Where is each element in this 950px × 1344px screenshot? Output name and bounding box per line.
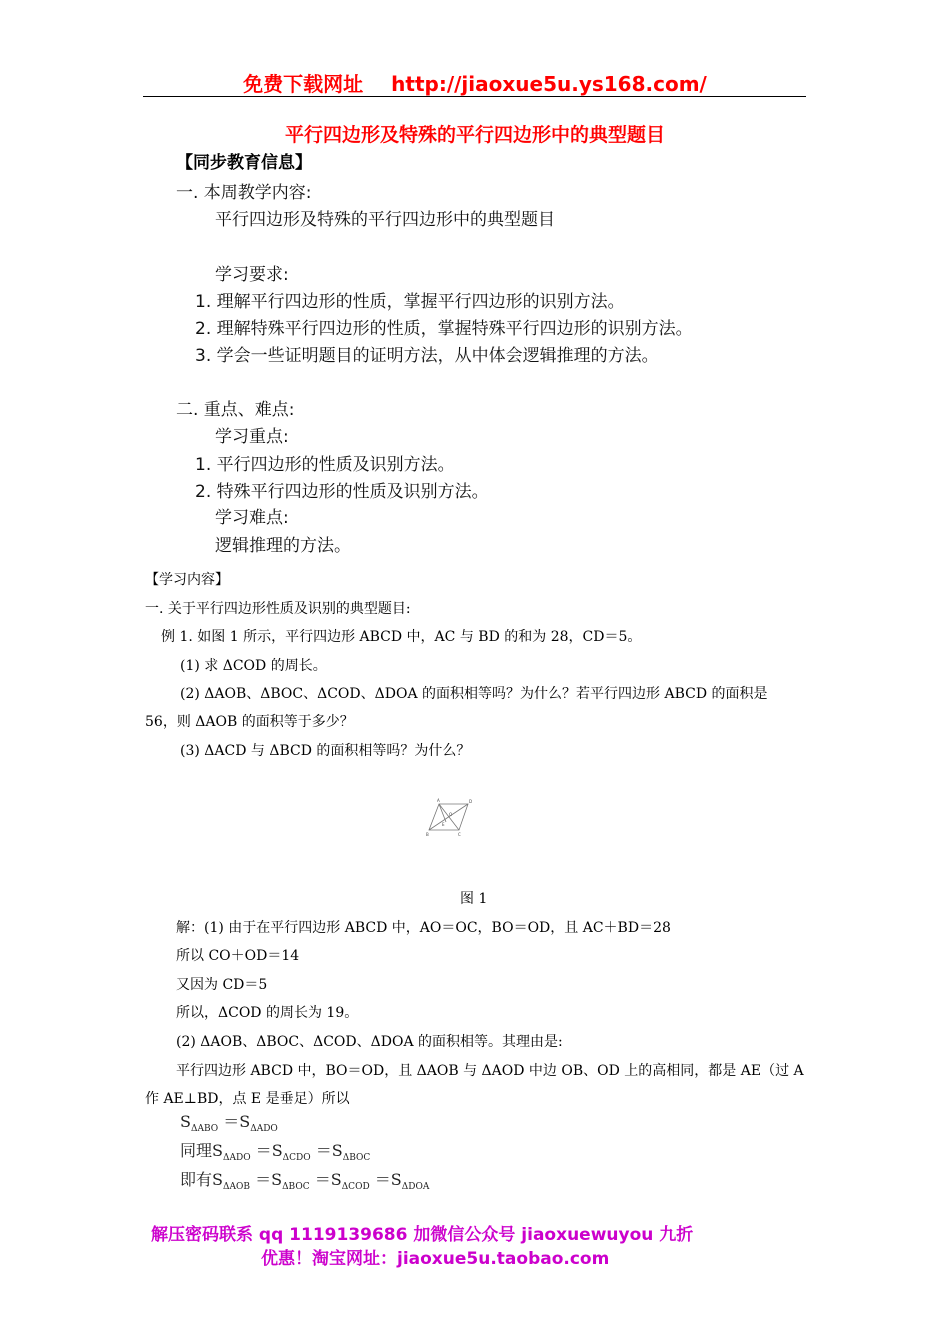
point-label-e: E [442,822,445,827]
vertex-label-b: B [426,832,429,837]
requirements-heading: 学习要求: [215,265,289,285]
header-url-link[interactable]: http://jiaoxue5u.ys168.com/ [391,72,707,96]
section2-heading: 二. 重点、难点: [176,400,295,420]
key-point-item: 2. 特殊平行四边形的性质及识别方法。 [195,482,489,502]
example1-question-3: (3) ΔACD 与 ΔBCD 的面积相等吗？为什么？ [180,743,471,759]
solution-line: 所以，ΔCOD 的周长为 19。 [176,1005,359,1021]
solution-line: 作 AE⊥BD，点 E 是垂足）所以 [145,1091,350,1107]
solution-line: 解：(1) 由于在平行四边形 ABCD 中，AO＝OC，BO＝OD，且 AC＋BD＝28 [176,920,671,936]
key-point-item: 1. 平行四边形的性质及识别方法。 [195,455,455,475]
point-label-o: O [449,812,453,817]
solution-line: 所以 CO＋OD＝14 [176,948,300,964]
area-formula-2: 同理$S_{\Delta ADO} =S_{\Delta CDO} =S_{\Delta BOC}$ [180,1141,371,1164]
figure1-parallelogram [420,796,476,840]
section1-heading: 一. 本周教学内容: [176,183,312,203]
area-formula-1: $S_{\Delta ABO} =S_{\Delta ADO}$ [180,1112,278,1135]
header-label: 免费下载网址 [243,72,364,96]
section1-topic: 平行四边形及特殊的平行四边形中的典型题目 [215,210,555,230]
vertex-label-a: A [437,798,440,803]
content-subheading: 一. 关于平行四边形性质及识别的典型题目: [145,601,411,617]
footer-line-1: 解压密码联系 qq 1119139686 加微信公众号 jiaoxuewuyou 九折 [151,1225,694,1245]
content-heading: 【学习内容】 [145,572,229,588]
page-header [0,68,950,97]
example1-question-2: (2) ΔAOB、ΔBOC、ΔCOD、ΔDOA 的面积相等吗？为什么？若平行四边形 ABCD 的面积是 [180,686,768,702]
requirement-item: 3. 学会一些证明题目的证明方法，从中体会逻辑推理的方法。 [195,346,659,366]
requirement-item: 1. 理解平行四边形的性质，掌握平行四边形的识别方法。 [195,292,625,312]
area-formula-3: 即有$S_{\Delta AOB} =S_{\Delta BOC} =S_{\Delta COD} =S_{\Delta DOA}$ [180,1170,430,1193]
solution-line: 平行四边形 ABCD 中，BO＝OD，且 ΔAOB 与 ΔAOD 中边 OB、OD 上的高相同，都是 AE（过 A [176,1063,804,1079]
footer-line-2: 优惠！淘宝网址：jiaoxue5u.taobao.com [261,1249,610,1269]
header-divider [143,96,806,97]
difficulty-heading: 学习难点: [215,508,289,528]
example1-question-2-cont: 56，则 ΔAOB 的面积等于多少？ [145,714,354,730]
solution-line: 又因为 CD＝5 [176,977,268,993]
solution-line: (2) ΔAOB、ΔBOC、ΔCOD、ΔDOA 的面积相等。其理由是: [176,1034,563,1050]
altitude-ae [439,804,446,822]
vertex-label-c: C [458,832,461,837]
key-points-heading: 学习重点: [215,427,289,447]
vertex-label-d: D [469,799,473,804]
example1-statement: 例 1. 如图 1 所示，平行四边形 ABCD 中，AC 与 BD 的和为 28，CD＝5。 [161,629,642,645]
figure1-caption: 图 1 [460,891,488,907]
diagonal-bd [429,804,468,830]
difficulty-text: 逻辑推理的方法。 [215,536,351,556]
example1-question-1: (1) 求 ΔCOD 的周长。 [180,658,327,674]
sync-info-heading: 【同步教育信息】 [176,153,312,173]
requirement-item: 2. 理解特殊平行四边形的性质，掌握特殊平行四边形的识别方法。 [195,319,693,339]
page-title: 平行四边形及特殊的平行四边形中的典型题目 [284,124,665,146]
